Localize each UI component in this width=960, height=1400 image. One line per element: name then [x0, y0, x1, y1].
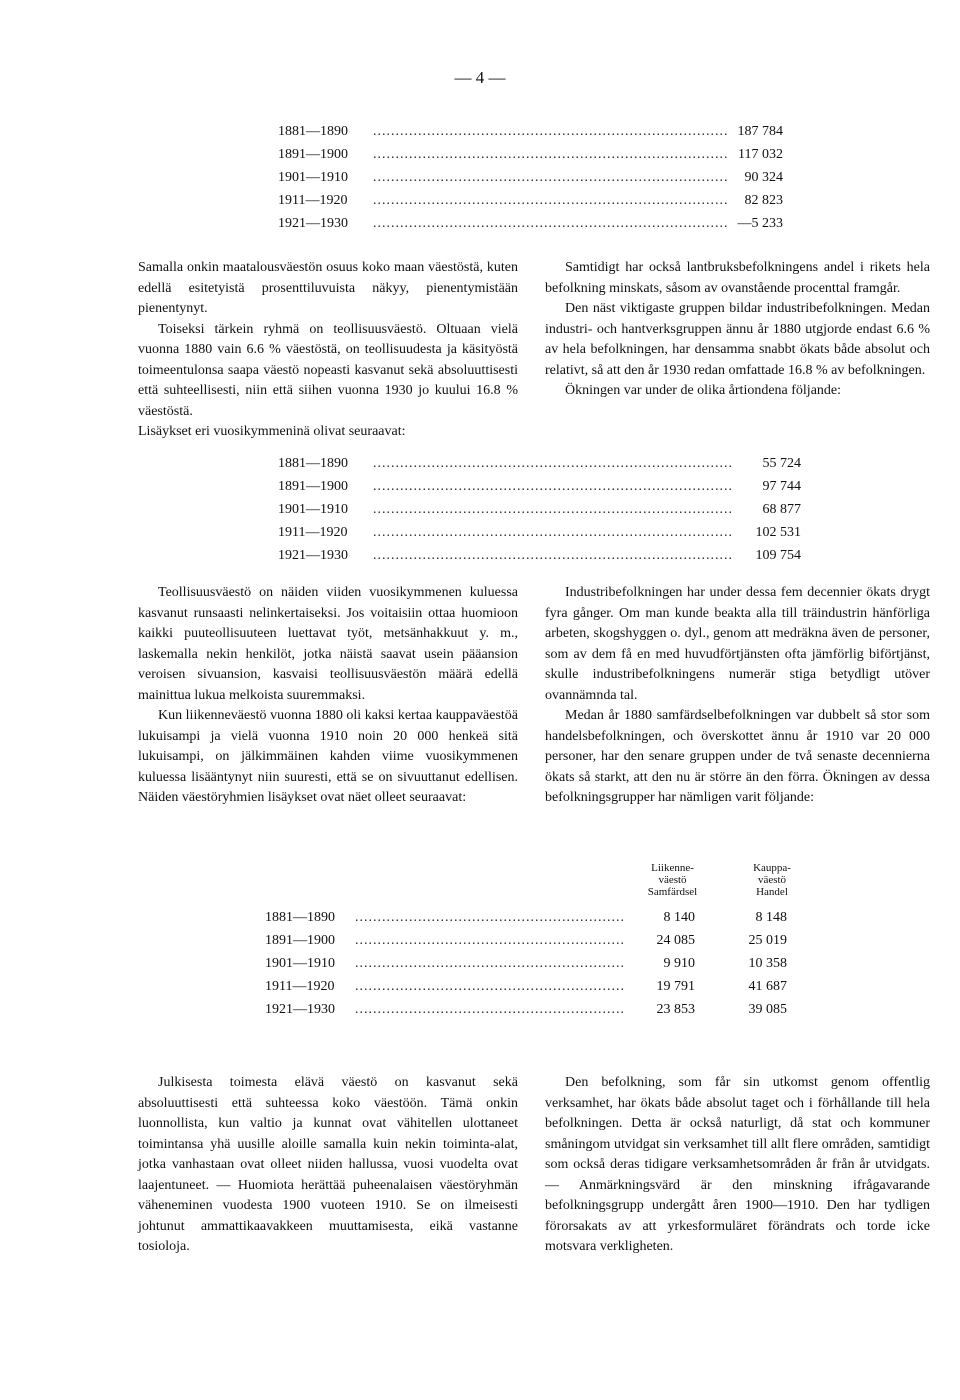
value-cell: 8 140 — [663, 910, 695, 925]
period-label: 1921—1930 — [278, 216, 348, 231]
column-header-trade: Kauppa- väestö Handel — [753, 862, 791, 898]
table-row — [278, 452, 801, 475]
value-cell: 10 358 — [748, 956, 787, 971]
table-row — [278, 120, 783, 143]
value-cell: 102 531 — [755, 525, 801, 540]
value-cell: 9 910 — [663, 956, 695, 971]
paragraph: Industribefolkningen har under dessa fem decennier ökats drygt fyra gånger. Om man kunde beakta alla till träindustrin hänförliga arbeten, skogshyggen o. dyl., genom att medräkna även de personer, som av dem få en med huvudförtjänsten ofta jämförlig biförtjänst, skulle industribefolkningens numerär stiga betydligt utöver ovannämnda tal. — [545, 585, 930, 703]
value-cell: 8 148 — [755, 910, 787, 925]
period-label: 1881—1890 — [278, 456, 348, 471]
value-cell: 55 724 — [762, 456, 801, 471]
table-row — [278, 189, 783, 212]
page-number: — 4 — — [454, 68, 506, 87]
finnish-column-2 — [138, 583, 518, 809]
period-label: 1901—1910 — [265, 956, 335, 971]
table-row — [265, 952, 787, 975]
swedish-column-3 — [545, 1073, 930, 1258]
table-row — [278, 143, 783, 166]
period-label: 1921—1930 — [265, 1002, 335, 1017]
table-row — [265, 975, 787, 998]
column-header-traffic: Liikenne- väestö Samfärdsel — [647, 862, 698, 898]
value-cell: 109 754 — [755, 548, 801, 563]
value-cell: 82 823 — [744, 193, 783, 208]
paragraph: Den näst viktigaste gruppen bildar industribefolkningen. Medan industri- och hantverksgruppen ännu år 1880 utgjorde endast 6.6 % av hela befolkningen, har densamma snabbt ökats både absolut och relativt, så att den år 1930 redan omfattade 16.8 % av befolkningen. — [545, 301, 930, 378]
value-cell: 90 324 — [744, 170, 783, 185]
value-cell: 25 019 — [748, 933, 787, 948]
swedish-column-2 — [545, 583, 930, 809]
value-cell: 41 687 — [748, 979, 787, 994]
period-label: 1881—1890 — [278, 124, 348, 139]
swedish-column-1 — [545, 258, 930, 402]
paragraph: Den befolkning, som får sin utkomst genom offentlig verksamhet, har ökats både absolut taget och i förhållande till hela befolkningen. Detta är också naturligt, då stat och kommuner småningom utvidgat sin verksamhet till allt flere områden, samtidigt som också deras tidigare verksamhetsområden år från år utvidgats. — Anmärkningsvärd är den minskning ifrågavarande befolkningsgrupp undergått åren 1900—1910. Den har tydligen förorsakats av att yrkesformuläret förändrats och torde icke motsvara verkligheten. — [545, 1075, 930, 1254]
paragraph: Julkisesta toimesta elävä väestö on kasvanut sekä absoluuttisesti että suhteessa koko väestöön. Tämä onkin luonnollista, kun valtio ja kunnat ovat vähitellen ulottaneet toimintansa yhä uusille aloille samalla kuin nekin toiminta-alat, jotka vanhastaan ovat olleet niiden hallussa, vuosi vuodelta ovat laajentuneet. — Huomiota herättää puheenalaisen väestöryhmän väheneminen vuodesta 1900 vuoteen 1910. Se on ilmeisesti johtunut ammattikaavakkeen muuttamisesta, eikä vastanne tosioloja. — [138, 1075, 518, 1254]
table-row — [278, 544, 801, 567]
period-label: 1911—1920 — [278, 193, 348, 208]
table-row — [278, 166, 783, 189]
period-label: 1911—1920 — [265, 979, 335, 994]
paragraph: Samalla onkin maatalousväestön osuus koko maan väestöstä, kuten edellä esitetyistä prosenttiluvuista näkyy, pienentymistään pienentynyt. — [138, 260, 518, 316]
paragraph: Kun liikenneväestö vuonna 1880 oli kaksi kertaa kauppaväestöä lukuisampi ja vielä vuonna 1910 noin 20 000 henkeä sitä lukuisampi, on jälkimmäinen kahden viime vuosikymmenen kuluessa lisääntynyt niin suuresti, että se on sivuuttanut edellisen. Näiden väestöryhmien lisäykset ovat näet olleet seuraavat: — [138, 708, 518, 805]
value-cell: 117 032 — [738, 147, 783, 162]
paragraph: Lisäykset eri vuosikymmeninä olivat seuraavat: — [138, 424, 406, 439]
paragraph: Medan år 1880 samfärdselbefolkningen var dubbelt så stor som handelsbefolkningen, och överskottet ännu år 1910 var 20 000 personer, har den senare gruppen under de två senaste decennierna ökats så starkt, att den nu är större än den förra. Ökningen av dessa befolkningsgrupper har nämligen varit följande: — [545, 708, 930, 805]
finnish-column-1 — [138, 258, 518, 443]
period-label: 1911—1920 — [278, 525, 348, 540]
table-row — [278, 521, 801, 544]
paragraph: Teollisuusväestö on näiden viiden vuosikymmenen kuluessa kasvanut runsaasti nelinkertaiseksi. Jos voitaisiin ottaa huomioon kaikki puuteollisuuteen luettavat työt, metsänhakkuut y. m., laskemalla nekin henkilöt, jotka näistä saavat usein pääansion veroisen sivuansion, kasvaisi teollisuusväestön määrä edellä mainittua lukua melkoista suuremmaksi. — [138, 585, 518, 703]
paragraph: Samtidigt har också lantbruksbefolkningens andel i rikets hela befolkning minskats, såsom av ovanstående procenttal framgår. — [545, 260, 930, 296]
table-row — [265, 998, 787, 1021]
table-row — [278, 212, 783, 235]
table-traffic-trade — [265, 906, 787, 1021]
table-row — [278, 475, 801, 498]
value-cell: 68 877 — [762, 502, 801, 517]
value-cell: 97 744 — [762, 479, 801, 494]
paragraph: Toiseksi tärkein ryhmä on teollisuusväestö. Oltuaan vielä vuonna 1880 vain 6.6 % väestöstä, on teollisuudesta ja käsityöstä toimeentulonsa saapa väestö nopeasti kasvanut sekä absoluuttisesti että suhteellisesti, niin että siihen vuonna 1930 jo kuului 16.8 % väestöstä. — [138, 321, 518, 419]
period-label: 1921—1930 — [278, 548, 348, 563]
table-row — [265, 929, 787, 952]
table-industry-increase — [278, 452, 801, 567]
table-row — [265, 906, 787, 929]
period-label: 1881—1890 — [265, 910, 335, 925]
period-label: 1901—1910 — [278, 170, 348, 185]
period-label: 1891—1900 — [265, 933, 335, 948]
table-row — [278, 498, 801, 521]
value-cell: 19 791 — [656, 979, 695, 994]
finnish-column-3 — [138, 1073, 518, 1258]
value-cell: —5 233 — [737, 216, 783, 231]
value-cell: 187 784 — [737, 124, 783, 139]
period-label: 1891—1900 — [278, 147, 348, 162]
value-cell: 23 853 — [656, 1002, 695, 1017]
value-cell: 24 085 — [656, 933, 695, 948]
paragraph: Ökningen var under de olika årtiondena följande: — [565, 383, 842, 398]
period-label: 1901—1910 — [278, 502, 348, 517]
table-total-increase — [278, 120, 783, 235]
period-label: 1891—1900 — [278, 479, 348, 494]
value-cell: 39 085 — [748, 1002, 787, 1017]
